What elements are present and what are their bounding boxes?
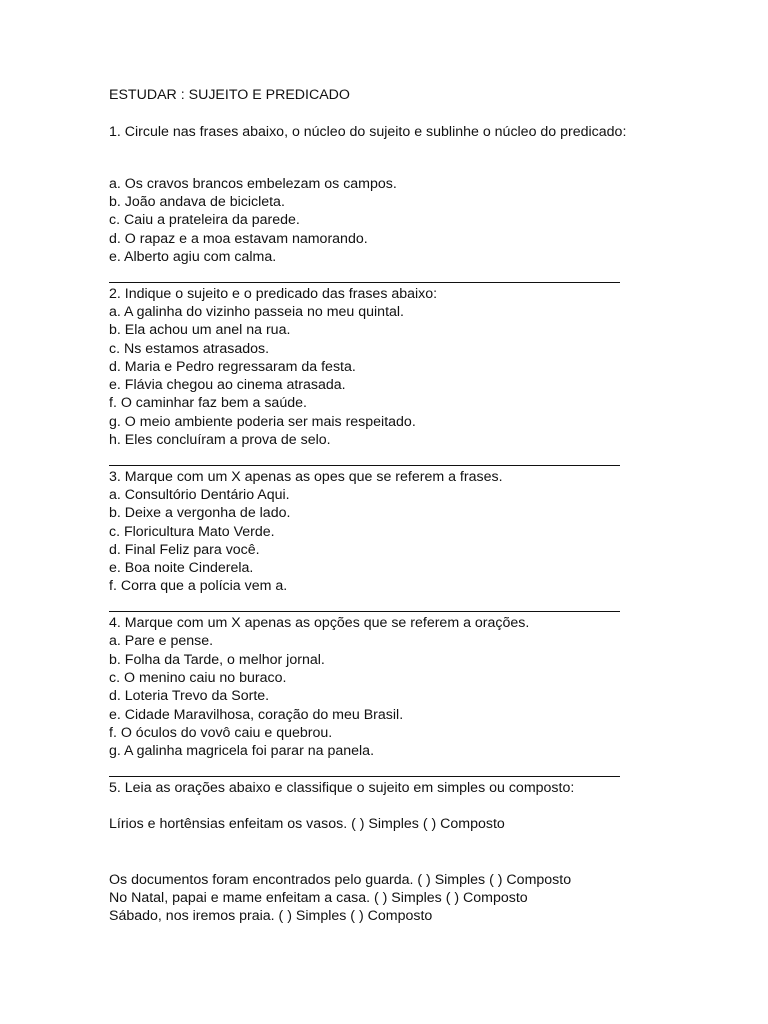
separator-line bbox=[109, 449, 729, 467]
question-1-item-e: e. Alberto agiu com calma. bbox=[109, 249, 277, 266]
question-1-item-d: d. O rapaz e a moa estavam namorando. bbox=[109, 230, 368, 247]
question-4-item-g: g. A galinha magricela foi parar na panela. bbox=[109, 743, 375, 760]
question-5-item-2: Os documentos foram encontrados pelo guarda. ( ) Simples ( ) Composto bbox=[109, 871, 572, 888]
separator-line bbox=[109, 596, 729, 614]
spacer bbox=[109, 797, 729, 815]
question-4-item-d: d. Loteria Trevo da Sorte. bbox=[109, 688, 270, 705]
spacer bbox=[109, 834, 729, 871]
question-4-item-e: e. Cidade Maravilhosa, coração do meu Brasil. bbox=[109, 706, 404, 723]
separator-line bbox=[109, 760, 729, 778]
worksheet bbox=[109, 86, 729, 925]
question-4-item-c: c. O menino caiu no buraco. bbox=[109, 669, 287, 686]
question-2-item-a: a. A galinha do vizinho passeia no meu quintal. bbox=[109, 303, 404, 320]
question-2-item-g: g. O meio ambiente poderia ser mais respeitado. bbox=[109, 413, 416, 430]
question-5-item-1: Lírios e hortênsias enfeitam os vasos. ( ) Simples ( ) Composto bbox=[109, 816, 505, 833]
question-2-item-d: d. Maria e Pedro regressaram da festa. bbox=[109, 358, 356, 375]
question-3-item-a: a. Consultório Dentário Aqui. bbox=[109, 486, 290, 503]
question-3-item-d: d. Final Feliz para você. bbox=[109, 541, 260, 558]
question-5-item-4: Sábado, nos iremos praia. ( ) Simples ( ) Composto bbox=[109, 908, 433, 925]
question-1-item-a: a. Os cravos brancos embelezam os campos. bbox=[109, 175, 397, 192]
separator-line bbox=[109, 266, 729, 284]
spacer bbox=[109, 104, 729, 122]
question-3-item-e: e. Boa noite Cinderela. bbox=[109, 560, 254, 577]
spacer bbox=[109, 141, 729, 175]
question-2-item-e: e. Flávia chegou ao cinema atrasada. bbox=[109, 377, 346, 394]
question-1-item-b: b. João andava de bicicleta. bbox=[109, 194, 285, 211]
question-5-prompt: 5. Leia as orações abaixo e classifique o sujeito em simples ou composto: bbox=[109, 779, 575, 796]
question-4-item-b: b. Folha da Tarde, o melhor jornal. bbox=[109, 651, 325, 668]
question-2-item-c: c. Ns estamos atrasados. bbox=[109, 340, 270, 357]
question-5-item-3: No Natal, papai e mame enfeitam a casa. ( ) Simples ( ) Composto bbox=[109, 889, 528, 906]
question-2-item-b: b. Ela achou um anel na rua. bbox=[109, 322, 291, 339]
question-2-item-h: h. Eles concluíram a prova de selo. bbox=[109, 432, 331, 449]
question-1-item-c: c. Caiu a prateleira da parede. bbox=[109, 212, 300, 229]
question-3-prompt: 3. Marque com um X apenas as opes que se referem a frases. bbox=[109, 468, 503, 485]
question-3-item-b: b. Deixe a vergonha de lado. bbox=[109, 505, 291, 522]
question-4-item-a: a. Pare e pense. bbox=[109, 633, 214, 650]
question-4-prompt: 4. Marque com um X apenas as opções que se referem a orações. bbox=[109, 615, 530, 632]
question-2-item-f: f. O caminhar faz bem a saúde. bbox=[109, 395, 307, 412]
question-2-prompt: 2. Indique o sujeito e o predicado das frases abaixo: bbox=[109, 285, 438, 302]
question-3-item-f: f. Corra que a polícia vem a. bbox=[109, 578, 288, 595]
question-1-prompt: 1. Circule nas frases abaixo, o núcleo do sujeito e sublinhe o núcleo do predicado: bbox=[109, 123, 627, 140]
question-3-item-c: c. Floricultura Mato Verde. bbox=[109, 523, 275, 540]
question-4-item-f: f. O óculos do vovô caiu e quebrou. bbox=[109, 724, 333, 741]
page-title: ESTUDAR : SUJEITO E PREDICADO bbox=[109, 87, 350, 103]
